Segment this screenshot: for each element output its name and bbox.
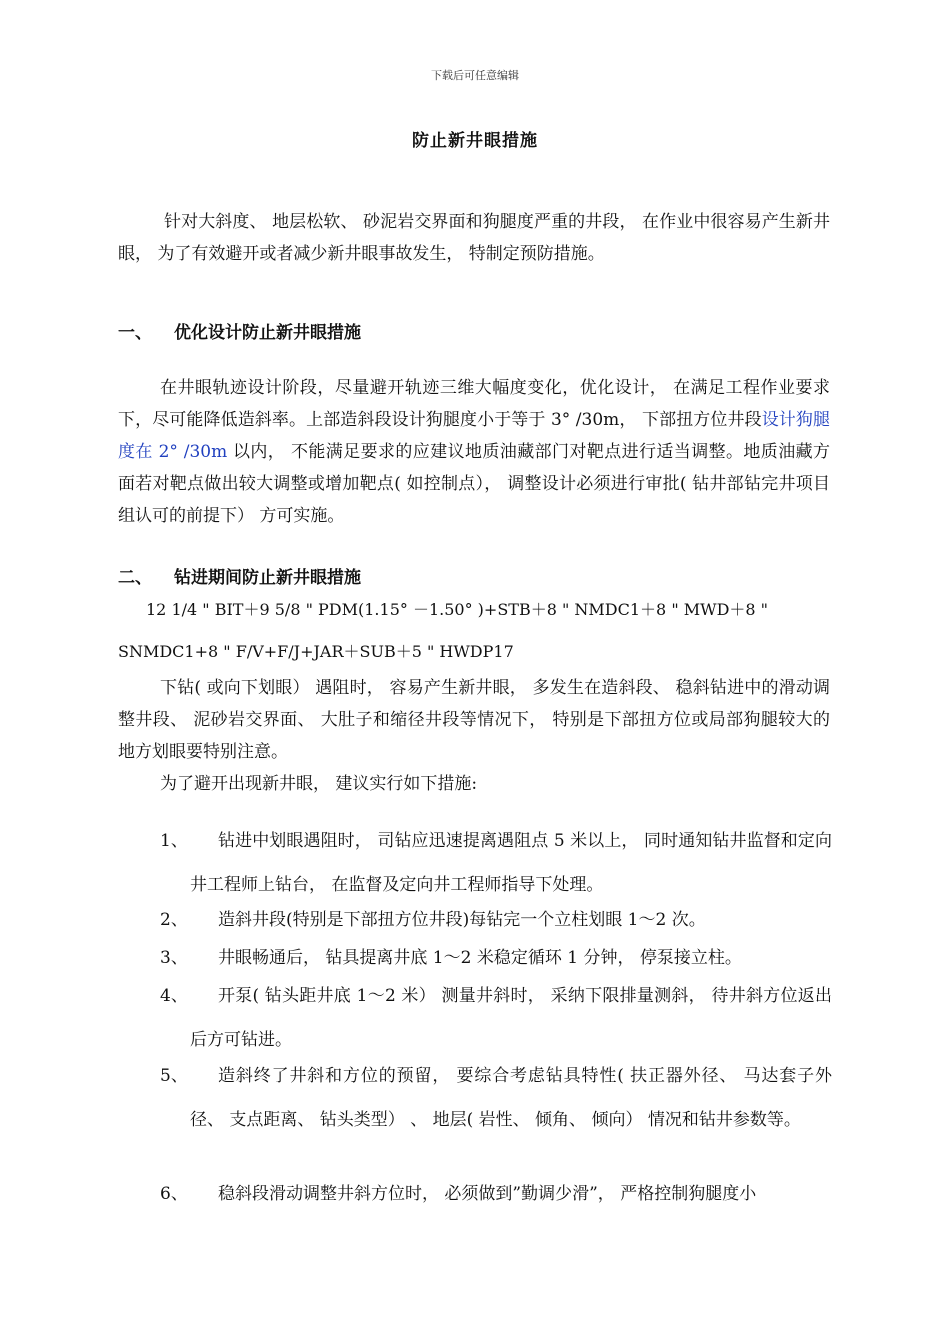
section2-heading [118, 563, 361, 588]
bha-line-2: SNMDC1+8 " F/V+F/J+JAR＋SUB＋5 " HWDP17 [118, 642, 514, 661]
section2-paragraph-2: 为了避开出现新井眼， 建议实行如下措施: [160, 774, 478, 794]
list-item-number: 1、 [160, 831, 188, 851]
list-item-text: 开泵( 钻头距井底 1～2 米） 测量井斜时， 采纳下限排量测斜， 待井斜方位返出后方可钻进。 [190, 986, 832, 1050]
list-item-text: 井眼畅通后， 钻具提离井底 1～2 米稳定循环 1 分钟， 停泵接立柱。 [218, 948, 742, 968]
bha-line-1: 12 1/4 " BIT＋9 5/8 " PDM(1.15° －1.50° )+STB＋8 " NMDC1＋8 " MWD＋8 " [146, 600, 769, 619]
list-item-number: 4、 [160, 986, 188, 1006]
list-item-text: 稳斜段滑动调整井斜方位时， 必须做到”勤调少滑”， 严格控制狗腿度小 [218, 1184, 757, 1204]
section1-heading [118, 318, 361, 343]
section1-title: 优化设计防止新井眼措施 [174, 323, 361, 343]
section2-title: 钻进期间防止新井眼措施 [174, 568, 361, 588]
document-title: 防止新井眼措施 [412, 131, 538, 151]
list-item-text: 造斜井段(特别是下部扭方位井段)每钻完一个立柱划眼 1～2 次。 [218, 910, 706, 930]
list-item-number: 6、 [160, 1184, 188, 1204]
section1-text-a: 在井眼轨迹设计阶段，尽量避开轨迹三维大幅度变化，优化设计， 在满足工程作业要求下，尽可能降低造斜率。上部造斜段设计狗腿度小于等于 3° /30m， 下部扭方位井段 [118, 378, 830, 430]
section1-paragraph [118, 372, 830, 532]
section1-number: 一、 [118, 323, 152, 343]
list-item-text: 钻进中划眼遇阻时， 司钻应迅速提离遇阻点 5 米以上， 同时通知钻井监督和定向井工程师上钻台， 在监督及定向井工程师指导下处理。 [190, 831, 832, 895]
section1-text-b: 以内， 不能满足要求的应建议地质油藏部门对靶点进行适当调整。地质油藏方面若对靶点做出较大调整或增加靶点( 如控制点）， 调整设计必须进行审批( 钻井部钻完井项目组认可的前提下） 方可实施。 [118, 442, 830, 526]
section1-highlight-text: 设计狗腿度在 2° /30m [118, 410, 831, 462]
list-item-number: 5、 [160, 1066, 188, 1086]
page-header: 下载后可任意编辑 [431, 69, 519, 82]
section2-paragraph-1: 下钻( 或向下划眼） 遇阻时， 容易产生新井眼， 多发生在造斜段、 稳斜钻进中的滑动调整井段、 泥砂岩交界面、 大肚子和缩径井段等情况下， 特别是下部扭方位或局部狗腿较大的地方划眼要特别注意。 [118, 678, 830, 762]
list-item-text: 造斜终了井斜和方位的预留， 要综合考虑钻具特性( 扶正器外径、 马达套子外径、 支点距离、 钻头类型） 、 地层( 岩性、 倾角、 倾向） 情况和钻井参数等。 [190, 1066, 832, 1130]
list-item-number: 3、 [160, 948, 188, 968]
list-item-number: 2、 [160, 910, 188, 930]
intro-paragraph: 针对大斜度、 地层松软、 砂泥岩交界面和狗腿度严重的井段， 在作业中很容易产生新井眼， 为了有效避开或者减少新井眼事故发生， 特制定预防措施。 [118, 212, 830, 264]
section2-number: 二、 [118, 568, 152, 588]
